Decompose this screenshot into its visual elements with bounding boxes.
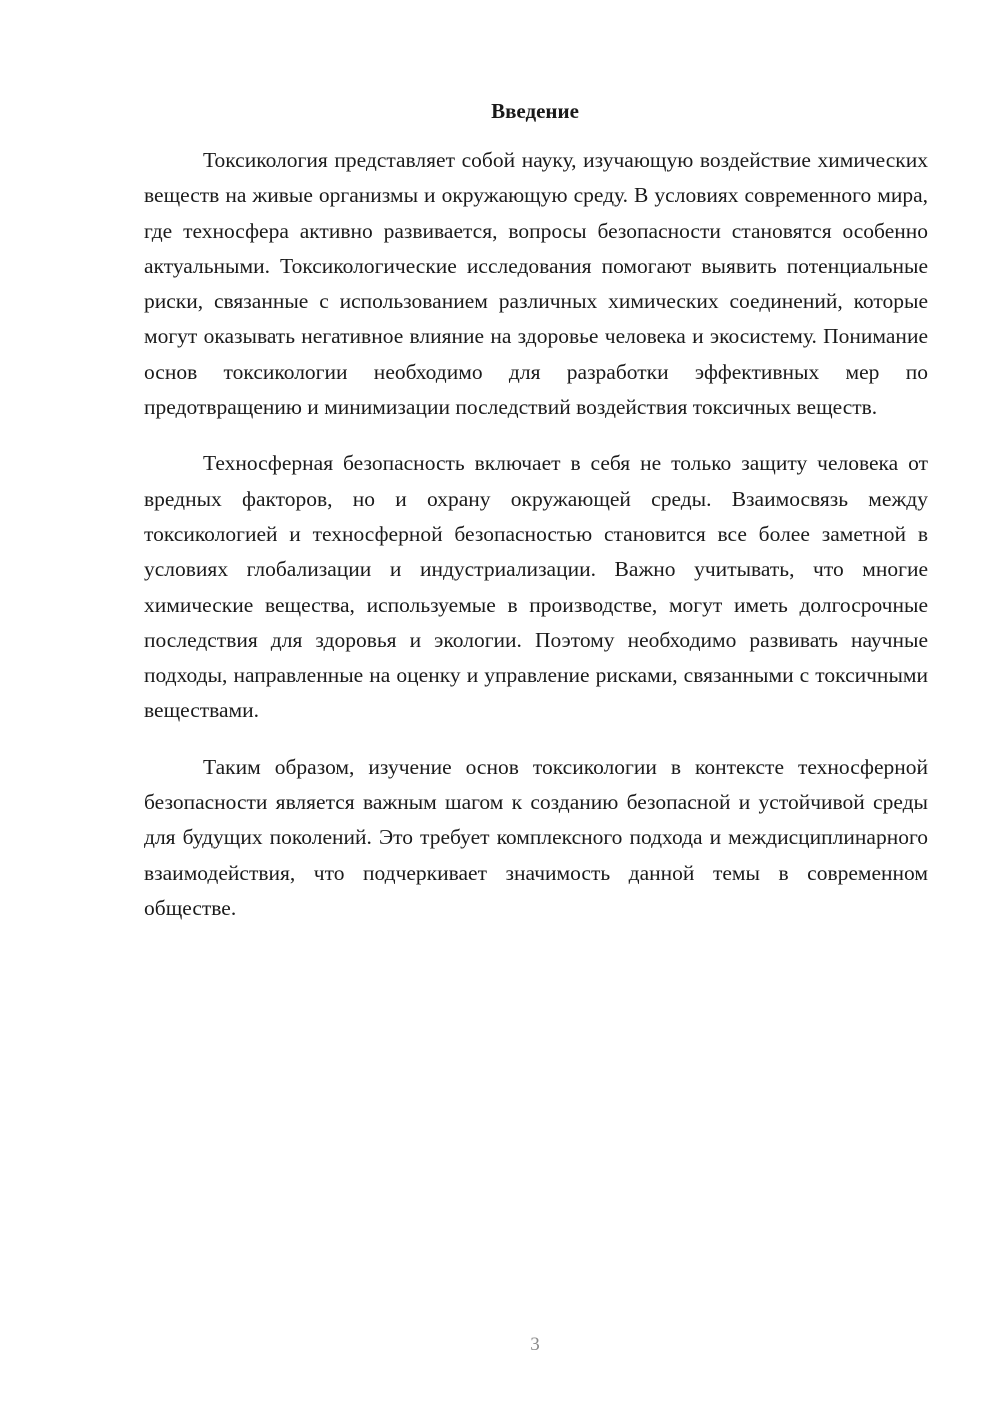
paragraph-3: Таким образом, изучение основ токсикологии в контексте техносферной безопасности является важным шагом к созданию безопасной и устойчивой среды для будущих поколений. Это требует комплексного подхода и междисциплинарного взаимодействия, что подчеркивает значимость данной темы в современном обществе. xyxy=(144,754,928,920)
body-text xyxy=(144,143,928,947)
section-heading: Введение xyxy=(491,99,579,123)
page-number: 3 xyxy=(530,1334,540,1355)
paragraph-2: Техносферная безопасность включает в себя не только защиту человека от вредных факторов, но и охрану окружающей среды. Взаимосвязь между токсикологией и техносферной безопасностью становится все более заметной в условиях глобализации и индустриализации. Важно учитывать, что многие химические вещества, используемые в производстве, могут иметь долгосрочные последствия для здоровья и экологии. Поэтому необходимо развивать научные подходы, направленные на оценку и управление рисками, связанными с токсичными веществами. xyxy=(144,451,928,723)
paragraph-1: Токсикология представляет собой науку, изучающую воздействие химических веществ на живые организмы и окружающую среду. В условиях современного мира, где техносфера активно развивается, вопросы безопасности становятся особенно актуальными. Токсикологические исследования помогают выявить потенциальные риски, связанные с использованием различных химических соединений, которые могут оказывать негативное влияние на здоровье человека и экосистему. Понимание основ токсикологии необходимо для разработки эффективных мер по предотвращению и минимизации последствий воздействия токсичных веществ. xyxy=(144,148,928,420)
